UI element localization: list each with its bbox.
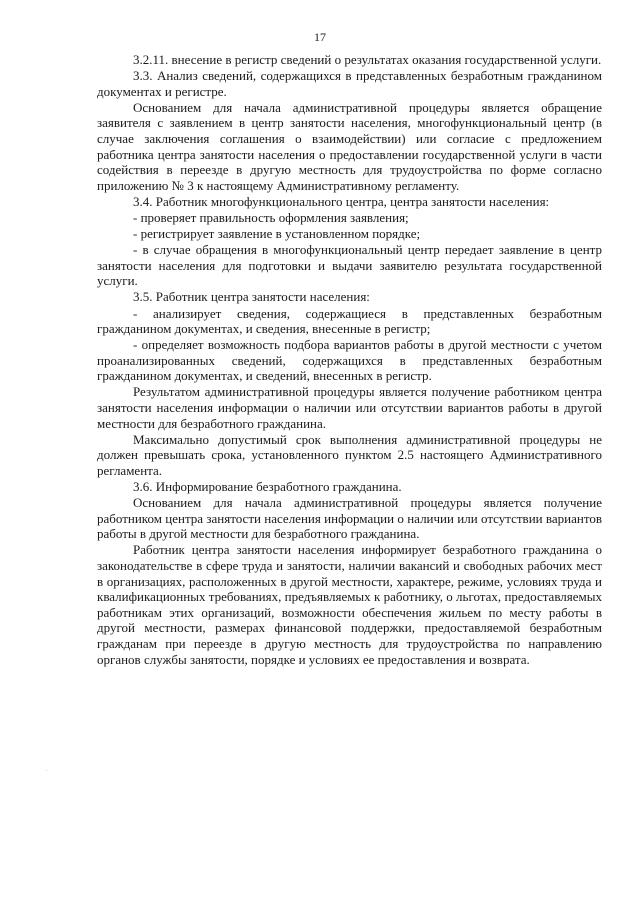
scan-speck: [46, 770, 47, 771]
paragraph-3-2-11: 3.2.11. внесение в регистр сведений о результатах оказания государственной услуги.: [133, 52, 602, 67]
page-number: 17: [314, 30, 326, 44]
paragraph-3-3-heading: 3.3. Анализ сведений, содержащихся в представленных безработным гражданином документах и регистре.: [97, 68, 602, 99]
paragraph-3-5-result: Результатом административной процедуры является получение работником центра занятости населения информации о наличии или отсутствии вариантов работы в другой местности для безработного гражданина.: [97, 384, 602, 431]
paragraph-3-6-informing: Работник центра занятости населения информирует безработного гражданина о законодательстве в сфере труда и занятости, наличии вакансий и свободных рабочих мест в организациях, расположенных в другой местности, характере, режиме, условиях труда и квалификационных требованиях, предъявляемых к работнику, о льготах, предоставляемых работникам этих организаций, возможности обеспечения жильем по месту работы в другой местности, размерах финансовой поддержки, предоставляемой безработным гражданам при переезде в другую местность для трудоустройства по направлению органов службы занятости, порядке и условиях ее предоставления и возврата.: [97, 542, 602, 667]
paragraph-3-6-heading: 3.6. Информирование безработного гражданина.: [133, 479, 402, 495]
list-item-determine-options: - определяет возможность подбора вариантов работы в другой местности с учетом проанализированных сведений, содержащихся в представленных безработным гражданином документах, и сведений, внесенных в регистр.: [97, 337, 602, 384]
paragraph-3-3-basis: Основанием для начала административной процедуры является обращение заявителя с заявлением в центр занятости населения, многофункциональный центр (в случае заключения соглашения о взаимодействии) или согласие с предложением работника центра занятости населения о предоставлении государственной услуги в части содействия в переезде в другую местность для трудоустройства по форме согласно приложению № 3 к настоящему Административному регламенту.: [97, 99, 602, 193]
list-item-check-application: - проверяет правильность оформления заявления;: [133, 209, 409, 225]
paragraph-3-5-max-term: Максимально допустимый срок выполнения административной процедуры не должен превышать срока, установленного пунктом 2.5 настоящего Административного регламента.: [97, 431, 602, 478]
list-item-register-application: - регистрирует заявление в установленном порядке;: [133, 226, 421, 242]
list-item-analyze-info: - анализирует сведения, содержащиеся в представленных безработным гражданином документах, и сведения, внесенные в регистр;: [97, 305, 602, 337]
list-item-transfer-application: - в случае обращения в многофункциональный центр передает заявление в центр занятости населения для подготовки и выдачи заявителю результата государственной услуги.: [97, 242, 602, 289]
paragraph-3-6-basis: Основанием для начала административной процедуры является получение работником центра занятости населения информации о наличии или отсутствии вариантов работы в другой местности для безработного гражданина.: [97, 495, 602, 542]
paragraph-3-4-heading: 3.4. Работник многофункционального центра, центра занятости населения:: [133, 193, 550, 209]
document-body: [97, 52, 602, 668]
paragraph-3-5-heading: 3.5. Работник центра занятости населения:: [133, 289, 370, 305]
